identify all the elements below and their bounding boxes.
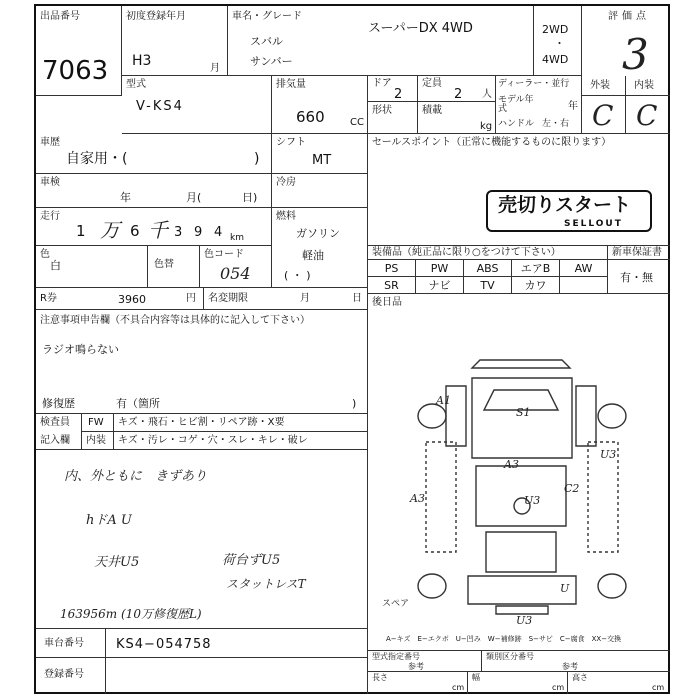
chassis-label-box: [36, 628, 106, 658]
int-label-box: [626, 76, 670, 96]
displacement-box: [272, 76, 368, 134]
repair-close: ): [352, 397, 357, 410]
mark-u-rear: U: [560, 582, 570, 595]
mark-c2: C2: [564, 482, 580, 495]
name-change-day: 日: [352, 293, 362, 304]
first-reg-label: 初度登録年月: [126, 11, 186, 22]
handle-options: 左・右: [542, 119, 570, 129]
class-number-label: 類別区分番号: [486, 652, 534, 661]
chassis-label: 車台番号: [44, 638, 84, 649]
inspection-box: [36, 174, 272, 208]
height-cm: cm: [652, 683, 665, 692]
recycle-unit: 円: [186, 293, 196, 304]
drive-box: [534, 6, 582, 76]
shape-label: 形状: [372, 105, 392, 116]
inspector-label-1: 検査員: [40, 417, 70, 428]
mileage-d2: 6: [130, 222, 140, 240]
recycle-box: [36, 288, 204, 310]
equipment-item: ABS: [464, 260, 512, 277]
registration-value-box: [106, 658, 368, 694]
doors-box: [368, 76, 418, 102]
fw-text: キズ・飛石・ヒビ割・リペア跡・X要: [118, 417, 285, 428]
handwritten-line-2: hドA U: [86, 513, 132, 528]
name-change-box: [204, 288, 368, 310]
drive-dot: ・: [554, 37, 565, 50]
mark-a3-center: A3: [504, 458, 519, 471]
mileage-d1: 1: [76, 222, 86, 240]
notes-label: 注意事項申告欄（不具合内容等は具体的に記入して下さい）: [40, 315, 310, 326]
color-change-box: [148, 246, 200, 288]
history-label: 車歴: [40, 137, 60, 148]
mileage-label: 走行: [40, 211, 60, 222]
inspector-label-box: [36, 414, 82, 450]
fuel-gas: ガソリン: [296, 227, 340, 240]
equipment-label: 装備品（純正品に限り○をつけて下さい）: [372, 247, 561, 258]
color-label: 色: [40, 249, 50, 260]
drive-4wd: 4WD: [542, 53, 569, 66]
doors-label: ドア: [372, 78, 392, 89]
lot-box: [36, 6, 122, 96]
fw-label: FW: [88, 417, 104, 428]
model-code-box: [122, 76, 272, 134]
repair-label: 修復歴: [42, 397, 75, 410]
handwritten-line-4: 荷台ずU5: [222, 553, 281, 568]
back-seat-box: [368, 294, 670, 310]
color-change-label: 色替: [154, 259, 174, 270]
notes-box: [36, 310, 368, 414]
color-box: [36, 246, 148, 288]
shift-label: シフト: [276, 137, 306, 148]
sales-point-box: [368, 134, 670, 246]
first-reg-box: [122, 6, 228, 76]
type-number-box: [368, 650, 482, 672]
equipment-item: AW: [560, 260, 608, 277]
inspection-label: 車検: [40, 177, 60, 188]
displacement-unit: CC: [350, 117, 364, 128]
history-close: ): [254, 151, 260, 167]
handwritten-line-6: 163956m (10万修復歴L): [60, 607, 202, 621]
warranty-box: [608, 260, 670, 294]
ext-score: C: [592, 99, 614, 132]
equipment-item: [560, 277, 608, 294]
inspection-month: 月(: [186, 191, 202, 204]
handwritten-area: [36, 450, 368, 628]
handwritten-line-1: 内、外ともに きずあり: [64, 469, 208, 484]
dealer-box: [496, 76, 582, 134]
height-box: [568, 672, 670, 694]
mileage-d5: 4: [214, 225, 223, 240]
mileage-box: [36, 208, 272, 246]
sellout-stamp: [486, 190, 652, 232]
shape-box: [368, 102, 418, 134]
mark-a3-side: A3: [410, 492, 425, 505]
ext-label: 外装: [590, 80, 610, 91]
mark-u3-mid: U3: [524, 494, 541, 507]
equipment-item: カワ: [512, 277, 560, 294]
capacity-box: [418, 76, 496, 102]
warranty-header: [608, 246, 670, 260]
width-box: [468, 672, 568, 694]
load-label: 積載: [422, 105, 442, 116]
warranty-value: 有・無: [620, 271, 653, 284]
int-score-box: [626, 96, 670, 134]
color-value: 白: [50, 259, 61, 272]
car-grade: スーパーDX 4WD: [368, 21, 473, 36]
dealer-label: ディーラー・並行: [498, 79, 570, 89]
shift-value: MT: [312, 153, 332, 168]
sellout-stamp-main: 売切りスタート: [498, 194, 632, 216]
first-reg-month-unit: 月: [210, 63, 220, 74]
model-year-label: モデル年式: [498, 95, 534, 114]
auction-sheet: [34, 4, 670, 694]
type-number-ref: 参考: [408, 662, 424, 671]
fuel-diesel: 軽油: [302, 249, 324, 262]
name-change-month: 月: [300, 293, 310, 304]
inspector-label-2: 記入欄: [40, 435, 70, 446]
equipment-item: PW: [416, 260, 464, 277]
fuel-paren: ( ・ ): [284, 269, 311, 282]
handwritten-line-3: 天井U5: [94, 555, 140, 570]
equipment-grid: [368, 260, 608, 294]
car-model: サンバー: [250, 55, 293, 68]
spare-label: スペア: [382, 599, 410, 609]
recycle-label: R券: [40, 293, 57, 304]
color-code-label: 色コード: [204, 249, 244, 260]
warranty-label: 新車保証書: [612, 247, 662, 258]
equipment-header: [368, 246, 608, 260]
repair-value: 有（箇所: [116, 397, 160, 410]
width-label: 幅: [472, 673, 480, 682]
first-reg-era: H3: [132, 53, 152, 69]
shift-box: [272, 134, 368, 174]
equipment-item: TV: [464, 277, 512, 294]
fw-label-box: [82, 414, 114, 432]
model-code-label: 型式: [126, 79, 146, 90]
equipment-item: PS: [368, 260, 416, 277]
length-cm: cm: [452, 683, 465, 692]
capacity-label: 定員: [422, 78, 442, 89]
equipment-item: ナビ: [416, 277, 464, 294]
mileage-u2: 千: [148, 218, 168, 242]
sales-point-label: セールスポイント（正常に機能するものに限ります）: [372, 137, 612, 148]
displacement-value: 660: [296, 108, 325, 126]
equipment-item: エアB: [512, 260, 560, 277]
history-box: [36, 134, 272, 174]
notes-text: ラジオ鳴らない: [42, 343, 119, 356]
ac-box: [272, 174, 368, 208]
width-cm: cm: [552, 683, 565, 692]
score-value: 3: [622, 30, 649, 79]
load-box: [418, 102, 496, 134]
back-seat-label: 後日品: [372, 297, 402, 308]
doors-value: 2: [394, 87, 403, 102]
car-damage-diagram: [376, 356, 656, 626]
mileage-unit: km: [230, 233, 244, 243]
lot-number: 7063: [42, 56, 109, 86]
registration-label-box: [36, 658, 106, 694]
inspector-int-text: キズ・汚レ・コゲ・穴・スレ・キレ・破レ: [118, 435, 308, 446]
inspection-year: 年: [120, 191, 131, 204]
ext-label-box: [582, 76, 626, 96]
name-change-label: 名変期限: [208, 293, 248, 304]
drive-2wd: 2WD: [542, 23, 569, 36]
mileage-u1: 万: [100, 218, 120, 242]
color-code-value: 054: [220, 264, 251, 283]
score-label: 評価点: [608, 11, 650, 22]
length-label: 長さ: [372, 673, 388, 682]
mileage-d4: 9: [194, 225, 203, 240]
int-text-box: [114, 432, 368, 450]
mark-u3-bottom: U3: [516, 614, 533, 626]
model-year-unit: 年: [568, 101, 578, 112]
registration-label: 登録番号: [44, 669, 84, 680]
handle-label: ハンドル: [498, 119, 535, 129]
ext-score-box: [582, 96, 626, 134]
inspection-day: 日): [242, 191, 258, 204]
mark-a1: A1: [436, 394, 451, 407]
displacement-label: 排気量: [276, 79, 306, 90]
inspector-int-label: 内装: [86, 435, 106, 446]
capacity-value: 2: [454, 87, 463, 102]
height-label: 高さ: [572, 673, 588, 682]
load-unit: kg: [480, 121, 493, 132]
int-label-box-2: [82, 432, 114, 450]
type-number-label: 型式指定番号: [372, 652, 420, 661]
fuel-label: 燃料: [276, 211, 296, 222]
capacity-unit: 人: [482, 89, 492, 100]
chassis-value: KS4−054758: [116, 637, 212, 652]
chassis-value-box: [106, 628, 368, 658]
car-name-box: [228, 6, 534, 76]
mark-u3-right: U3: [600, 448, 617, 461]
history-value: 自家用・(: [66, 151, 128, 167]
class-number-ref: 参考: [562, 662, 578, 671]
fw-text-box: [114, 414, 368, 432]
handwritten-line-5: スタットレスT: [226, 577, 306, 591]
int-score: C: [636, 99, 658, 132]
damage-legend: A−キズ E−エクボ U−凹み W−補修跡 S−サビ C−腐食 XX−交換: [386, 635, 622, 643]
sellout-stamp-sub: SELLOUT: [564, 219, 623, 229]
model-code-value: V-KS4: [136, 99, 184, 114]
mileage-d3: 3: [174, 225, 183, 240]
lot-label: 出品番号: [40, 11, 80, 22]
length-box: [368, 672, 468, 694]
recycle-value: 3960: [118, 293, 146, 306]
int-label: 内装: [634, 80, 654, 91]
color-code-box: [200, 246, 272, 288]
class-number-box: [482, 650, 670, 672]
equipment-item: SR: [368, 277, 416, 294]
mark-s1: S1: [516, 406, 531, 419]
ac-label: 冷房: [276, 177, 296, 188]
fuel-box: [272, 208, 368, 288]
car-name-label: 車名・グレード: [232, 11, 302, 22]
car-make: スバル: [250, 35, 283, 48]
